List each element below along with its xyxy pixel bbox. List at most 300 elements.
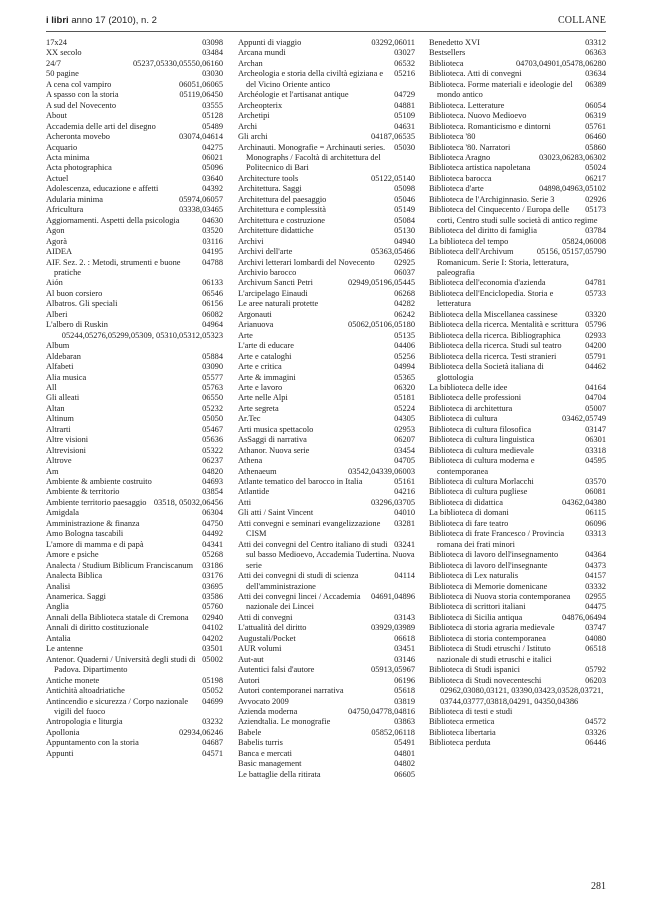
entry-title: L'amore di mamma e di papà	[46, 539, 144, 549]
entry-title: Biblioteca di scrittori italiani	[429, 602, 526, 612]
entry-numbers: 05268	[202, 550, 223, 560]
entry-numbers: 03484	[202, 48, 223, 58]
entry-title: Atti dei convegni di studi di scienza dell'amministrazione	[238, 571, 359, 591]
entry-title: Biblioteca di Studi ispanici	[429, 665, 520, 675]
entry-title: Analisi	[46, 581, 71, 591]
entry-numbers: 05913,05967	[371, 665, 415, 675]
entry-title: Arte e lavoro	[238, 382, 283, 392]
entry-title: Avvocato 2009	[238, 696, 289, 706]
entry-numbers: 06518	[585, 644, 606, 654]
entry-numbers: 05130	[394, 226, 415, 236]
entry-numbers: 05489	[202, 121, 223, 131]
index-entry	[46, 111, 223, 121]
entry-title: Agorà	[46, 236, 67, 246]
index-entry	[46, 623, 223, 633]
entry-numbers: 02940	[202, 612, 223, 622]
entry-title: Archéologie et l'artisanat antique	[238, 90, 349, 100]
index-entry	[46, 331, 223, 352]
entry-numbers: 03074,04614	[179, 132, 223, 142]
index-entry	[429, 529, 606, 550]
entry-title: A spasso con la storia	[46, 90, 119, 100]
entry-numbers: 05792	[585, 665, 606, 675]
entry-title: Biblioteca libertaria	[429, 727, 496, 737]
index-entry	[238, 174, 415, 184]
entry-title: Altre visioni	[46, 435, 89, 445]
index-entry	[238, 414, 415, 424]
index-entry	[238, 90, 415, 100]
entry-title: Archivi letterari lombardi del Novecento	[238, 257, 375, 267]
index-entry	[238, 498, 415, 508]
entry-numbers: 05244,05276,05299,05309, 05310,05312,05323	[61, 330, 223, 340]
journal-title: i libri anno 17 (2010), n. 2	[46, 15, 157, 26]
entry-numbers: 03241	[394, 539, 415, 549]
entry-numbers: 06207	[394, 435, 415, 445]
index-entry	[238, 613, 415, 623]
entry-title: Antalia	[46, 633, 71, 643]
index-entry	[429, 289, 606, 310]
entry-numbers: 06037	[394, 267, 415, 277]
entry-title: L'attualità del diritto	[238, 623, 307, 633]
index-entry	[46, 226, 223, 236]
entry-numbers: 03929,03989	[371, 623, 415, 633]
entry-title: Biblioteca. Romanticismo e dintorni	[429, 121, 551, 131]
entry-title: Athanor. Nuova serie	[238, 445, 310, 455]
entry-numbers: 04703,04901,05478,06280	[515, 58, 606, 68]
entry-numbers: 03312	[585, 38, 606, 47]
entry-title: Biblioteca di architettura	[429, 403, 513, 413]
index-entry	[429, 404, 606, 414]
entry-title: Biblioteca di cultura filosofica	[429, 424, 532, 434]
entry-numbers: 05181	[394, 393, 415, 403]
entry-numbers: 03326	[585, 727, 606, 737]
index-entry	[46, 174, 223, 184]
entry-numbers: 03854	[202, 487, 223, 497]
index-entry	[46, 487, 223, 497]
index-entry	[238, 237, 415, 247]
entry-numbers: 06446	[585, 738, 606, 748]
entry-title: Acta minima	[46, 152, 90, 162]
index-entry	[46, 393, 223, 403]
entry-numbers: 03570	[585, 477, 606, 487]
index-entry	[429, 592, 606, 602]
entry-numbers: 04341	[202, 539, 223, 549]
entry-numbers: 05467	[202, 424, 223, 434]
index-entry	[429, 247, 606, 278]
entry-title: Biblioteca di testi e studi	[429, 707, 513, 716]
index-entry	[429, 205, 606, 226]
entry-title: AIF. Sez. 2. : Metodi, strumenti e buone pratiche	[46, 257, 181, 277]
index-entry	[46, 69, 223, 79]
entry-title: Biblioteca della ricerca. Mentalità e scrittura	[429, 320, 579, 330]
index-entry	[429, 143, 606, 153]
entry-title: Arianuova	[238, 320, 274, 330]
index-column-3	[429, 38, 606, 749]
entry-title: Atlantide	[238, 487, 270, 497]
index-entry	[46, 676, 223, 686]
index-entry	[429, 623, 606, 633]
index-entry	[429, 352, 606, 362]
entry-title: Biblioteca del diritto di famiglia	[429, 226, 537, 236]
entry-title: Biblioteca di cultura medievale	[429, 445, 534, 455]
index-entry	[238, 435, 415, 445]
entry-numbers: 03555	[202, 100, 223, 110]
entry-title: Arti musica spettacolo	[238, 424, 314, 434]
entry-numbers: 04801	[394, 748, 415, 758]
entry-title: Antichità altoadriatiche	[46, 686, 125, 696]
entry-title: A cena col vampiro	[46, 79, 112, 89]
index-entry	[429, 519, 606, 529]
entry-numbers: 04802	[394, 759, 415, 769]
index-entry	[429, 676, 606, 686]
index-entry	[238, 299, 415, 309]
entry-title: Biblioteca di lavoro dell'insegnante	[429, 560, 548, 570]
index-entry	[238, 247, 415, 257]
entry-numbers: 03634	[585, 69, 606, 79]
entry-numbers: 03501	[202, 644, 223, 654]
entry-title: Atlante tematico del barocco in Italia	[238, 477, 363, 487]
entry-numbers: 02953	[394, 424, 415, 434]
entry-title: 50 pagine	[46, 69, 79, 79]
entry-numbers: 03332	[585, 581, 606, 591]
index-entry	[46, 310, 223, 320]
entry-numbers: 03292,06011	[371, 38, 415, 47]
entry-numbers: 05224	[394, 403, 415, 413]
index-entry	[46, 655, 223, 676]
index-entry	[46, 59, 223, 69]
entry-title: Biblioteca della ricerca. Testi stranieri	[429, 351, 557, 361]
entry-title: Biblioteca. Forme materiali e ideologie del mondo antico	[429, 79, 573, 100]
index-entry	[46, 425, 223, 435]
index-entry	[46, 582, 223, 592]
entry-numbers: 03863	[394, 717, 415, 727]
entry-title: Africultura	[46, 205, 84, 215]
entry-title: Aggiornamenti. Aspetti della psicologia	[46, 215, 180, 225]
entry-title: AUR volumi	[238, 644, 282, 654]
entry-title: Biblioteca del Cinquecento / Europa delle corti, Centro studi sulle società di antico regime	[429, 205, 598, 225]
index-entry	[429, 550, 606, 560]
entry-numbers: 03451	[394, 644, 415, 654]
index-entry	[46, 122, 223, 132]
entry-numbers: 04362,04380	[562, 497, 606, 507]
index-entry	[238, 216, 415, 226]
entry-title: Acquario	[46, 142, 78, 152]
index-entry	[429, 320, 606, 330]
entry-title: Altinum	[46, 414, 74, 424]
entry-numbers: 05365	[394, 372, 415, 382]
entry-numbers: 04164	[585, 382, 606, 392]
entry-title: Biblioteca '80. Narratori	[429, 142, 511, 152]
entry-title: Appuntamento con la storia	[46, 738, 139, 748]
index-entry	[238, 759, 415, 769]
entry-numbers: 05824,06008	[562, 236, 606, 246]
index-entry	[238, 383, 415, 393]
entry-title: Gli alleati	[46, 393, 80, 403]
index-entry	[238, 289, 415, 299]
index-entry	[46, 205, 223, 215]
entry-numbers: 05198	[202, 675, 223, 685]
entry-numbers: 04114	[394, 571, 415, 581]
index-entry	[46, 749, 223, 759]
index-entry	[46, 320, 223, 330]
index-entry	[429, 561, 606, 571]
entry-numbers: 05062,05106,05180	[348, 320, 415, 330]
entry-numbers: 04994	[394, 362, 415, 372]
entry-numbers: 06237	[202, 456, 223, 466]
entry-title: About	[46, 111, 67, 121]
entry-title: L'albero di Ruskin	[46, 320, 108, 330]
index-entry	[238, 676, 415, 686]
entry-numbers: 04200	[585, 341, 606, 351]
entry-numbers: 05096	[202, 163, 223, 173]
entry-numbers: 04392	[202, 184, 223, 194]
entry-title: Atti dei convegni del Centro italiano di studi sul basso Medioevo, Accademia Tudertina. Nuova serie	[238, 539, 415, 570]
entry-numbers: 05135	[394, 330, 415, 340]
entry-numbers: 05363,05466	[371, 247, 415, 257]
index-entry	[46, 48, 223, 58]
entry-title: Le antenne	[46, 644, 83, 654]
index-entry	[46, 435, 223, 445]
entry-numbers: 04781	[585, 278, 606, 288]
entry-numbers: 05796	[585, 320, 606, 330]
entry-numbers: 03116	[202, 236, 223, 246]
entry-title: Arte e cataloghi	[238, 351, 292, 361]
index-entry	[46, 153, 223, 163]
entry-numbers: 05760	[202, 602, 223, 612]
entry-numbers: 05098	[394, 184, 415, 194]
entry-numbers: 04195	[202, 247, 223, 257]
index-entry	[46, 101, 223, 111]
index-column-2	[238, 38, 415, 780]
entry-numbers: 05852,06118	[371, 727, 415, 737]
index-entry	[238, 749, 415, 759]
index-entry	[429, 446, 606, 456]
index-entry	[429, 498, 606, 508]
entry-title: Biblioteca di cultura moderna e contemporanea	[429, 456, 535, 476]
index-entry	[429, 435, 606, 445]
entry-numbers: 04964	[202, 320, 223, 330]
entry-title: Alia musica	[46, 372, 87, 382]
index-entry	[46, 90, 223, 100]
index-entry	[238, 143, 415, 174]
index-entry	[46, 247, 223, 257]
entry-numbers: 04275	[202, 142, 223, 152]
entry-title: Antenor. Quaderni / Università degli studi di Padova. Dipartimento	[46, 654, 196, 675]
entry-numbers: 05002	[202, 654, 223, 664]
entry-title: Biblioteca di Lex naturalis	[429, 571, 519, 581]
entry-title: Adularia minima	[46, 194, 103, 204]
index-entry	[46, 477, 223, 487]
entry-title: Ambiente & ambiente costruito	[46, 477, 152, 487]
entry-numbers: 04750	[202, 518, 223, 528]
index-entry	[238, 425, 415, 435]
index-entry	[46, 258, 223, 279]
entry-title: Amministrazione & finanza	[46, 518, 140, 528]
entry-title: Acheronta movebo	[46, 132, 110, 142]
index-entry	[238, 477, 415, 487]
entry-title: Album	[46, 341, 70, 351]
entry-numbers: 06242	[394, 309, 415, 319]
entry-numbers: 06196	[394, 675, 415, 685]
index-entry	[238, 69, 415, 90]
index-entry	[46, 467, 223, 477]
entry-numbers: 04475	[585, 602, 606, 612]
entry-title: Biblioteca di Nuova storia contemporanea	[429, 592, 571, 602]
entry-numbers: 04187,06535	[371, 132, 415, 142]
entry-numbers: 03784	[585, 226, 606, 236]
entry-numbers: 02934,06246	[179, 727, 223, 737]
index-entry	[429, 456, 606, 477]
index-entry	[238, 644, 415, 654]
entry-title: Altrarti	[46, 424, 71, 434]
index-entry	[429, 331, 606, 341]
index-entry	[238, 268, 415, 278]
entry-title: Atti	[238, 497, 252, 507]
index-entry	[429, 414, 606, 424]
entry-title: Alberi	[46, 309, 68, 319]
entry-numbers: 05860	[585, 142, 606, 152]
entry-numbers: 05084	[394, 215, 415, 225]
entry-numbers: 04881	[394, 100, 415, 110]
entry-numbers: 06460	[585, 132, 606, 142]
entry-title: Archivi dell'arte	[238, 247, 293, 257]
entry-title: Am	[46, 466, 59, 476]
entry-title: Arte nelle Alpi	[238, 393, 288, 403]
entry-numbers: 04788	[202, 257, 223, 267]
entry-numbers: 05761	[585, 121, 606, 131]
entry-numbers: 06133	[202, 278, 223, 288]
entry-title: Arcana mundi	[238, 48, 286, 58]
entry-title: Biblioteca di cultura	[429, 414, 498, 424]
entry-numbers: 03338,03465	[179, 205, 223, 215]
entry-title: Architettura. Saggi	[238, 184, 302, 194]
entry-title: Architettura e complessità	[238, 205, 326, 215]
entry-numbers: 02949,05196,05445	[348, 278, 415, 288]
entry-numbers: 06550	[202, 393, 223, 403]
entry-title: Biblioteca Aragno	[429, 152, 491, 162]
entry-numbers: 04406	[394, 341, 415, 351]
entry-numbers: 04940	[394, 236, 415, 246]
index-entry	[238, 404, 415, 414]
index-entry	[238, 393, 415, 403]
entry-numbers: 04462	[585, 362, 606, 372]
entry-title: Biblioteca di cultura linguistica	[429, 435, 535, 445]
entry-title: Antropologia e liturgia	[46, 717, 123, 727]
entry-numbers: 05173	[585, 205, 606, 215]
entry-title: Ar.Tec	[238, 414, 261, 424]
index-entry	[46, 373, 223, 383]
entry-title: AsSaggi di narrativa	[238, 435, 307, 445]
index-entry	[46, 163, 223, 173]
entry-title: Biblioteca di storia agraria medievale	[429, 623, 555, 633]
entry-numbers: 03318	[585, 445, 606, 455]
entry-numbers: 03518, 05032,06456	[153, 497, 223, 507]
entry-numbers: 02925	[394, 257, 415, 267]
index-entry	[46, 195, 223, 205]
entry-numbers: 05119,06450	[179, 90, 223, 100]
entry-numbers: 02955	[585, 592, 606, 602]
entry-title: AIDEA	[46, 247, 73, 257]
entry-numbers: 04492	[202, 529, 223, 539]
index-entry	[238, 508, 415, 518]
entry-numbers: 05791	[585, 351, 606, 361]
index-entry	[238, 592, 415, 613]
index-entry	[238, 258, 415, 268]
index-entry	[46, 404, 223, 414]
index-entry	[46, 697, 223, 718]
entry-title: Apollonia	[46, 727, 80, 737]
index-entry	[46, 529, 223, 539]
index-entry	[46, 686, 223, 696]
entry-numbers: 05256	[394, 351, 415, 361]
index-entry	[46, 352, 223, 362]
index-entry	[429, 226, 606, 236]
entry-title: La biblioteca del tempo	[429, 236, 509, 246]
index-entry	[429, 153, 606, 163]
entry-title: Atti di convegni	[238, 612, 293, 622]
entry-numbers: 06320	[394, 382, 415, 392]
index-entry	[429, 163, 606, 173]
entry-title: Autori	[238, 675, 260, 685]
entry-title: Annali della Biblioteca statale di Cremona	[46, 612, 189, 622]
entry-numbers: 02933	[585, 330, 606, 340]
entry-title: Bestsellers	[429, 48, 466, 58]
entry-title: Alfabeti	[46, 362, 74, 372]
entry-numbers: 02926	[585, 194, 606, 204]
index-entry	[46, 38, 223, 48]
entry-title: Antiche monete	[46, 675, 100, 685]
index-entry	[429, 174, 606, 184]
entry-numbers: 04820	[202, 466, 223, 476]
entry-numbers: 04102	[202, 623, 223, 633]
entry-numbers: 06618	[394, 633, 415, 643]
entry-title: Albatros. Gli speciali	[46, 299, 118, 309]
entry-numbers: 03090	[202, 362, 223, 372]
entry-numbers: 05024	[585, 163, 606, 173]
entry-numbers: 05884	[202, 351, 223, 361]
entry-numbers: 06096	[585, 518, 606, 528]
entry-numbers: 03640	[202, 173, 223, 183]
index-entry	[46, 738, 223, 748]
entry-numbers: 06319	[585, 111, 606, 121]
index-entry	[429, 184, 606, 194]
entry-numbers: 06051,06065	[179, 79, 223, 89]
index-entry	[238, 362, 415, 372]
index-entry	[238, 519, 415, 540]
entry-title: Benedetto XVI	[429, 38, 480, 47]
entry-title: L'arcipelago Einaudi	[238, 288, 308, 298]
entry-title: Archivi	[238, 236, 264, 246]
entry-title: Biblioteca dell'economia d'azienda	[429, 278, 546, 288]
entry-numbers: 06605	[394, 769, 415, 779]
entry-title: Biblioteca	[429, 58, 464, 68]
entry-title: Biblioteca dell'Archivum Romanicum. Serie I: Storia, letteratura, paleografia	[429, 247, 569, 277]
entry-numbers: 03147	[585, 424, 606, 434]
entry-title: Biblioteca della Società italiana di glottologia	[429, 362, 544, 382]
entry-numbers: 03462,05749	[562, 414, 606, 424]
entry-title: Arte & immagini	[238, 372, 296, 382]
entry-title: Biblioteca perduta	[429, 738, 491, 748]
entry-title: Appunti di viaggio	[238, 38, 302, 47]
entry-title: Biblioteca di lavoro dell'insegnamento	[429, 550, 559, 560]
entry-numbers: 04157	[585, 571, 606, 581]
entry-numbers: 04080	[585, 633, 606, 643]
entry-title: Gli atti / Saint Vincent	[238, 508, 314, 518]
index-entry	[429, 571, 606, 581]
entry-numbers: 05109	[394, 111, 415, 121]
entry-numbers: 04202	[202, 633, 223, 643]
index-entry	[429, 487, 606, 497]
entry-numbers: 06301	[585, 435, 606, 445]
